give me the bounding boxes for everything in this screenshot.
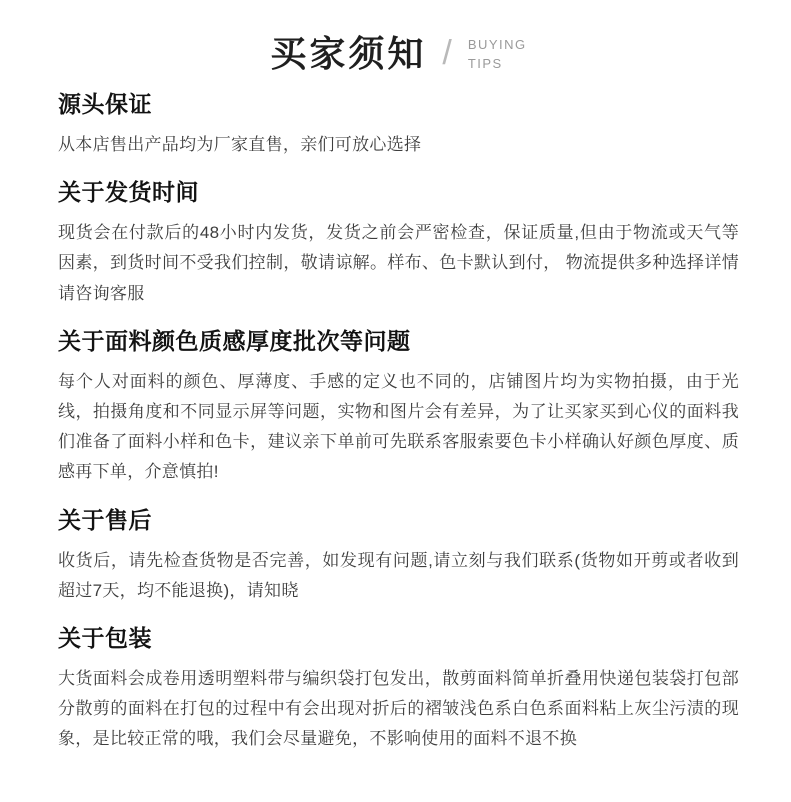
section-body: 每个人对面料的颜色、厚薄度、手感的定义也不同的，店铺图片均为实物拍摄，由于光线，拍摄角度和不同显示屏等问题，实物和图片会有差异，为了让买家买到心仪的面料我们准备了面料小样和色卡，建议亲下单前可先联系客服索要色卡小样确认好颜色厚度、质感再下单，介意慎拍! — [58, 371, 739, 482]
section-heading: 关于包装 — [58, 625, 152, 652]
section-heading: 关于发货时间 — [58, 179, 199, 206]
slash-divider: / — [442, 34, 452, 72]
subtitle-line-1: BUYING — [467, 36, 527, 52]
section-heading: 关于售后 — [58, 506, 152, 533]
section-packaging — [58, 624, 739, 755]
section-heading: 关于面料颜色质感厚度批次等问题 — [58, 327, 411, 354]
page-subtitle — [468, 37, 527, 71]
section-heading: 源头保证 — [58, 91, 152, 117]
section-after-sales — [58, 506, 739, 606]
subtitle-line-2: TIPS — [467, 55, 503, 71]
section-body: 现货会在付款后的48小时内发货，发货之前会严密检查，保证质量,但由于物流或天气等因素，到货时间不受我们控制，敬请谅解。样布、色卡默认到付， 物流提供多种选择详情请咨询客服 — [58, 223, 739, 303]
section-shipping-time — [58, 178, 739, 309]
section-fabric-color-quality — [58, 327, 739, 488]
section-body: 收货后，请先检查货物是否完善，如发现有问题,请立刻与我们联系(货物如开剪或者收到超过7天，均不能退换)，请知晓 — [58, 550, 739, 600]
section-body: 大货面料会成卷用透明塑料带与编织袋打包发出，散剪面料简单折叠用快递包装袋打包部分散剪的面料在打包的过程中有会出现对折后的褶皱浅色系白色系面料粘上灰尘污渍的现象，是比较正常的哦，我们会尽量避免，不影响使用的面料不退不换 — [58, 668, 739, 749]
section-body: 从本店售出产品均为厂家直售，亲们可放心选择 — [58, 134, 422, 154]
page-title: 买家须知 — [270, 34, 427, 74]
section-source-guarantee — [58, 90, 739, 160]
page-header — [58, 36, 739, 72]
